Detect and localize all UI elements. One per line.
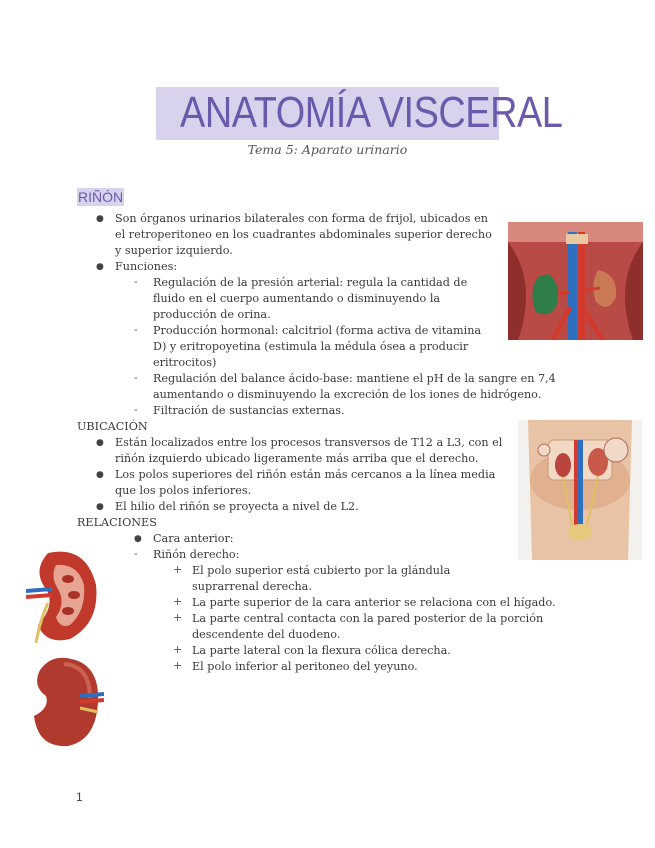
text-line: El polo superior está cubierto por la glándula xyxy=(192,564,451,577)
text-line: Producción hormonal: calcitriol (forma activa de vitamina xyxy=(153,324,482,337)
text-line: Son órganos urinarios bilaterales con forma de frijol, ubicados en xyxy=(115,212,488,225)
text-line: El hilio del riñón se proyecta a nivel de L2. xyxy=(115,500,359,513)
text-line: suprarrenal derecha. xyxy=(192,580,312,593)
text-line: La parte central contacta con la pared posterior de la porción xyxy=(192,612,544,625)
plus-icon: + xyxy=(173,563,183,576)
text-line: Cara anterior: xyxy=(153,532,234,545)
text-line: y superior izquierdo. xyxy=(115,244,233,257)
text-line: eritrocitos) xyxy=(153,356,217,369)
text-line: Están localizados entre los procesos transversos de T12 a L3, con el xyxy=(115,436,503,449)
text-line: Regulación de la presión arterial: regula la cantidad de xyxy=(153,276,468,289)
relaciones-heading: RELACIONES xyxy=(77,516,157,529)
text-line: Los polos superiores del riñón están más cercanos a la línea media xyxy=(115,468,496,481)
bullet-dot-icon: ● xyxy=(96,470,104,480)
text-line: fluido en el cuerpo aumentando o disminuyendo la xyxy=(153,292,441,305)
text-line: Funciones: xyxy=(115,260,178,273)
section-heading: RIÑÓN xyxy=(78,189,124,205)
text-line: aumentando o disminuyendo la excreción de los iones de hidrógeno. xyxy=(153,388,542,401)
text-line: La parte superior de la cara anterior se relaciona con el hígado. xyxy=(192,596,556,609)
text-line: que los polos inferiores. xyxy=(115,484,252,497)
plus-icon: + xyxy=(173,595,183,608)
text-line: riñón izquierdo ubicado ligeramente más arriba que el derecho. xyxy=(115,452,479,465)
dash-icon: - xyxy=(134,403,138,416)
bullet-dot-icon: ● xyxy=(96,502,104,512)
plus-icon: + xyxy=(173,643,183,656)
text-line: el retroperitoneo en los cuadrantes abdominales superior derecho xyxy=(115,228,492,241)
kidney-section-image xyxy=(26,545,102,645)
dash-icon: - xyxy=(134,275,138,288)
plus-icon: + xyxy=(173,611,183,624)
text-line: Filtración de sustancias externas. xyxy=(153,404,345,417)
text-line: La parte lateral con la flexura cólica derecha. xyxy=(192,644,451,657)
page-subtitle: Tema 5: Aparato urinario xyxy=(247,142,408,157)
text-line: D) y eritropoyetina (estimula la médula ósea a producir xyxy=(153,340,469,353)
dash-icon: - xyxy=(134,547,138,560)
bullet-dot-icon: ● xyxy=(96,214,104,224)
text-line: Riñón derecho: xyxy=(153,548,240,561)
dash-icon: - xyxy=(134,371,138,384)
text-line: Regulación del balance ácido-base: mantiene el pH de la sangre en 7,4 xyxy=(153,372,556,385)
text-line: producción de orina. xyxy=(153,308,271,321)
ubicacion-heading: UBICACIÓN xyxy=(77,420,148,433)
dash-icon: - xyxy=(134,323,138,336)
text-line: El polo inferior al peritoneo del yeyuno. xyxy=(192,660,418,673)
plus-icon: + xyxy=(173,659,183,672)
bullet-dot-icon: ● xyxy=(96,438,104,448)
kidneys-anatomy-image xyxy=(508,222,643,340)
page-number: 1 xyxy=(76,790,83,804)
text-line: descendente del duodeno. xyxy=(192,628,341,641)
torso-kidney-location-image xyxy=(518,420,642,560)
bullet-dot-icon: ● xyxy=(134,534,142,544)
kidney-external-image xyxy=(28,656,104,748)
bullet-dot-icon: ● xyxy=(96,262,104,272)
page-title: ANATOMÍA VISCERAL xyxy=(180,88,563,137)
